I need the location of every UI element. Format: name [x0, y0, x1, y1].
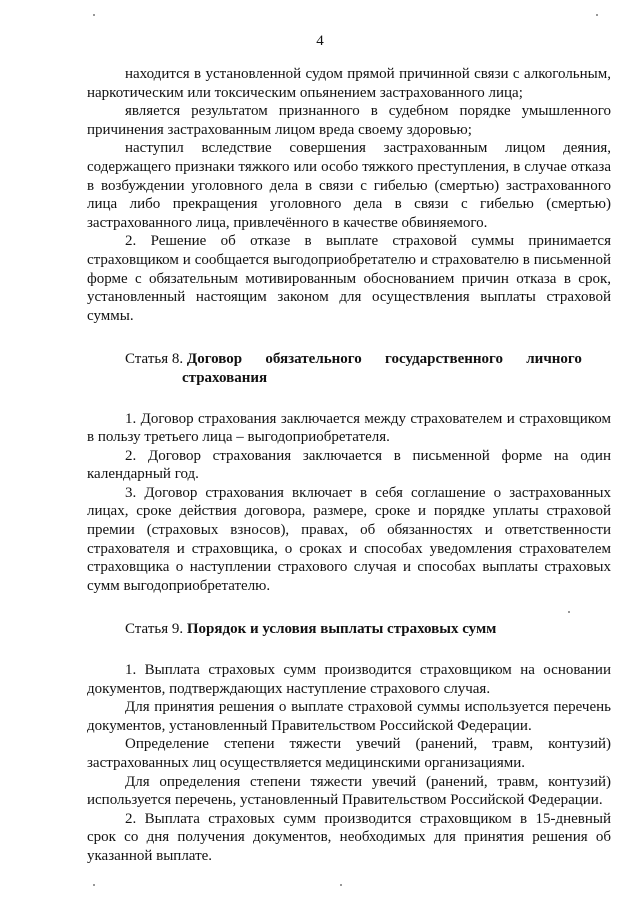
- scan-speck: [568, 611, 570, 613]
- scan-speck: [93, 14, 95, 16]
- paragraph: наступил вследствие совершения застрахованным лицом деяния, содержащего признаки тяжкого или особо тяжкого преступления, в случае отказа в возбуждении уголовного дела в связи с гибелью (смертью) застрахованного лица либо прекращения уголовного дела в связи с гибелью (смертью) застрахованного лица, привлечённого в качестве обвиняемого.: [87, 140, 611, 231]
- document-body: [87, 65, 611, 866]
- article-8-label: Статья 8.: [125, 351, 184, 368]
- paragraph: Для определения степени тяжести увечий (ранений, травм, контузий) используется перечень, установленный Правительством Российской Федерации.: [87, 773, 611, 809]
- scan-speck: [93, 884, 95, 886]
- article-8-title-line2: страхования: [182, 369, 268, 386]
- article-9-heading: [87, 620, 611, 639]
- article-9-label: Статья 9.: [125, 621, 184, 638]
- article-8-heading: [87, 350, 611, 387]
- paragraph: находится в установленной судом прямой причинной связи с алкогольным, наркотическим или токсическим опьянением застрахованного лица;: [87, 66, 611, 101]
- paragraph: 2. Договор страхования заключается в письменной форме на один календарный год.: [87, 447, 611, 483]
- article-8-title-line1: Договор обязательного государственного личного: [186, 351, 582, 368]
- scan-speck: [596, 14, 598, 16]
- paragraph: Определение степени тяжести увечий (ранений, травм, контузий) застрахованных лиц осуществляется медицинскими организациями.: [87, 736, 611, 771]
- paragraph: 3. Договор страхования включает в себя соглашение о застрахованных лицах, сроке действия договора, размере, сроке и порядке уплаты страховой премии (страховых взносов), правах, об обязанностях и ответственности страхователя и страховщика, о сроках и способах уведомления страхователем страховщика о наступлении страхового случая и способах выплаты страховых сумм выгодоприобретателю.: [87, 484, 611, 594]
- paragraph: 2. Выплата страховых сумм производится страховщиком в 15-дневный срок со дня получения документов, необходимых для принятия решения об указанной выплате.: [87, 810, 611, 864]
- paragraph: 1. Выплата страховых сумм производится страховщиком на основании документов, подтверждающих наступление страхового случая.: [87, 662, 611, 697]
- paragraph: является результатом признанного в судебном порядке умышленного причинения застрахованным лицом вреда своему здоровью;: [87, 103, 611, 138]
- paragraph: 2. Решение об отказе в выплате страховой суммы принимается страховщиком и сообщается выгодоприобретателю и страхователю в письменной форме с обязательным мотивированным обоснованием причин отказа в срок, установленный настоящим законом для осуществления выплаты страховой суммы.: [87, 233, 611, 324]
- page-number: 4: [316, 33, 324, 49]
- scan-speck: [340, 884, 342, 886]
- paragraph: 1. Договор страхования заключается между страхователем и страховщиком в пользу третьего лица – выгодоприобретателя.: [87, 410, 611, 446]
- paragraph: Для принятия решения о выплате страховой суммы используется перечень документов, установленный Правительством Российской Федерации.: [87, 699, 611, 734]
- article-9-title: Порядок и условия выплаты страховых сумм: [186, 621, 497, 638]
